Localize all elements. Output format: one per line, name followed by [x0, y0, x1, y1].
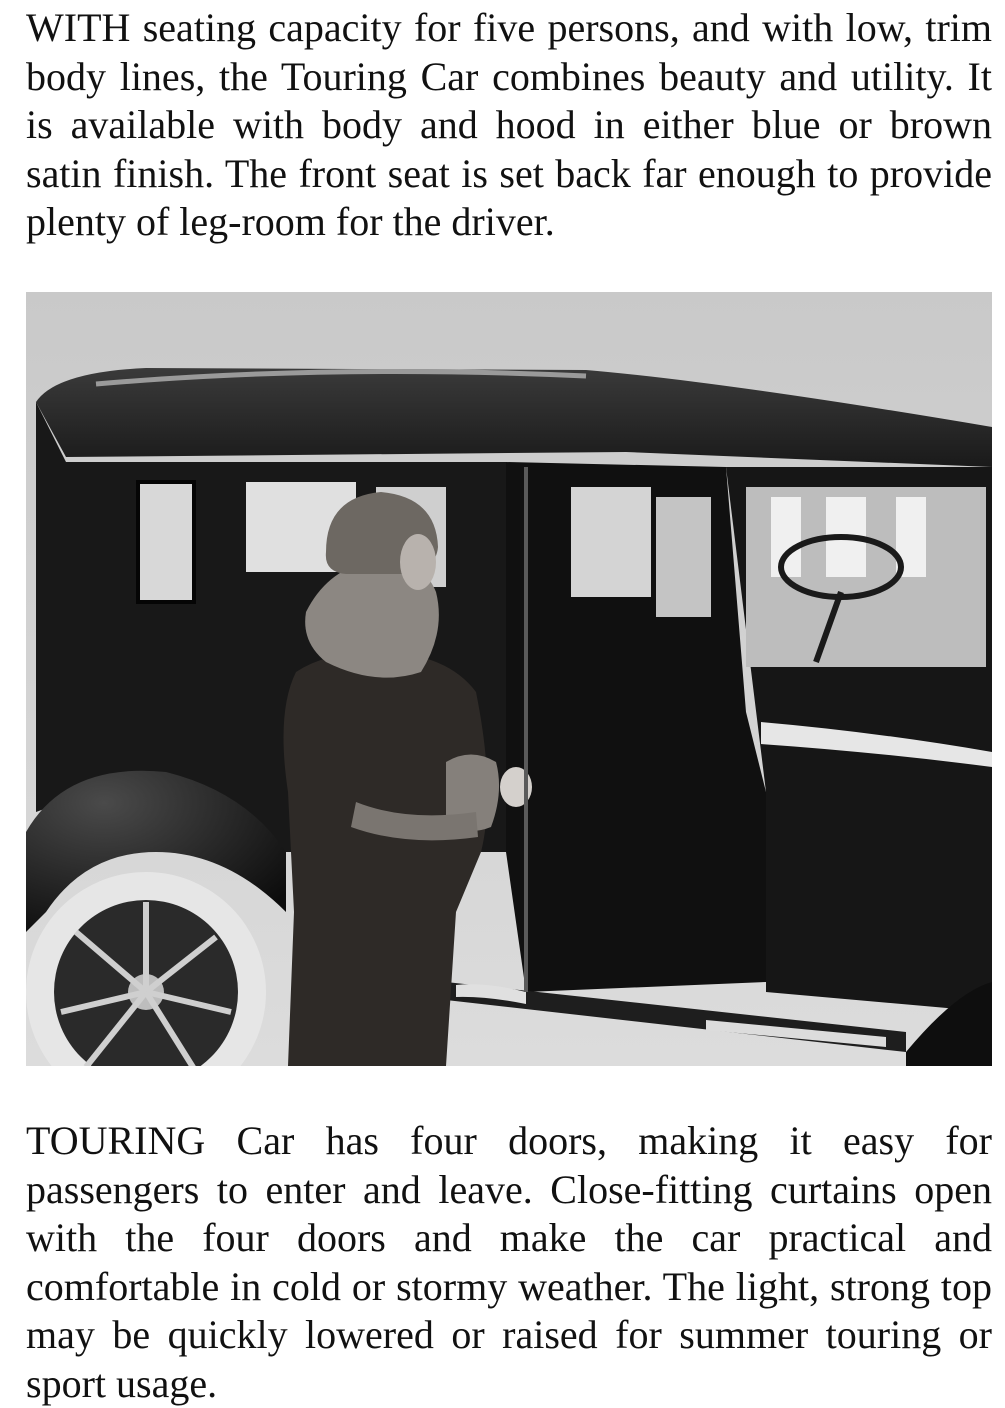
- door-window: [571, 487, 651, 597]
- intro-paragraph: WITH seating capacity for five persons, and with low, trim body lines, the Touring Car combines beauty and utility. It is available with body and hood in either blue or brown satin finish. The front seat is set back far enough to provide plenty of leg-room for the driver.: [26, 5, 992, 244]
- touring-car-photo: [26, 292, 992, 1066]
- rear-window-1: [138, 482, 194, 602]
- face: [400, 534, 436, 590]
- door-window-2: [656, 497, 711, 617]
- touring-car-illustration: [26, 292, 992, 1066]
- windshield-pane-1: [771, 497, 801, 577]
- closing-paragraph: TOURING Car has four doors, making it easy for passengers to enter and leave. Close-fitting curtains open with the four doors and make the car practical and comfortable in cold or stormy weather. The light, strong top may be quickly lowered or raised for summer touring or sport usage.: [26, 1118, 992, 1406]
